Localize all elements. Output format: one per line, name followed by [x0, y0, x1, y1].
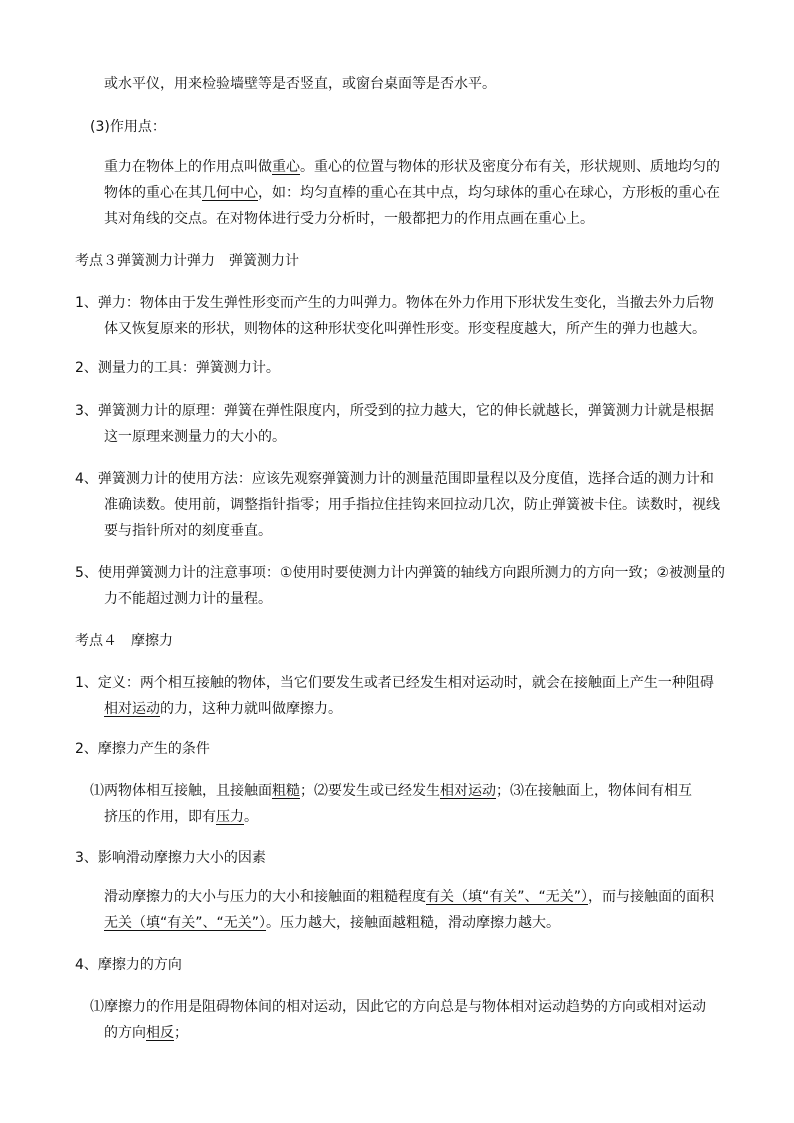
text-line — [104, 913, 560, 933]
text-line: 准确读数。使用前，调整指针指零；用手指拉住挂钩来回拉动几次，防止弹簧被卡住。读数时，视线 — [104, 497, 720, 513]
text-line — [104, 157, 720, 177]
text-line: 2、测量力的工具：弹簧测力计。 — [75, 360, 280, 376]
answer-blank: 几何中心 — [202, 185, 258, 201]
text-span: 重力在物体上的作用点叫做 — [104, 159, 272, 175]
text-line: 这一原理来测量力的大小的。 — [104, 429, 286, 445]
subheading-point-of-action: (3)作用点： — [90, 119, 166, 135]
text-line: 要与指针所对的刻度垂直。 — [104, 523, 272, 539]
text-line — [104, 1023, 188, 1043]
text-span: 的力，这种力就叫做摩擦力。 — [160, 701, 342, 717]
text-line: 力不能超过测力计的量程。 — [104, 591, 272, 607]
text-line: 或水平仪，用来检验墙壁等是否竖直，或窗台桌面等是否水平。 — [104, 76, 496, 92]
answer-blank: 重心 — [272, 159, 300, 175]
text-span: 物体的重心在其 — [104, 185, 202, 201]
text-line: 3、弹簧测力计的原理：弹簧在弹性限度内，所受到的拉力越大，它的伸长就越长，弹簧测力计就是根据 — [75, 403, 714, 419]
text-line: 4、弹簧测力计的使用方法：应该先观察弹簧测力计的测量范围即量程以及分度值，选择合适的测力计和 — [75, 471, 714, 487]
text-line: 4、摩擦力的方向 — [75, 957, 182, 973]
text-line: 1、弹力：物体由于发生弹性形变而产生的力叫弹力。物体在外力作用下形状发生变化，当撤去外力后物 — [75, 295, 714, 311]
text-span: ；⑵要发生或已经发生 — [300, 783, 440, 799]
section-heading-friction: 考点４ 摩擦力 — [75, 633, 173, 649]
text-span: 。重心的位置与物体的形状及密度分布有关，形状规则、质地均匀的 — [300, 159, 720, 175]
text-span: 挤压的作用，即有 — [104, 809, 216, 825]
text-line: 3、影响滑动摩擦力大小的因素 — [75, 850, 266, 866]
text-span: 。 — [244, 809, 258, 825]
text-line: ⑴摩擦力的作用是阻碍物体间的相对运动，因此它的方向总是与物体相对运动趋势的方向或相对运动 — [90, 999, 706, 1015]
text-line: 1、定义：两个相互接触的物体，当它们要发生或者已经发生相对运动时，就会在接触面上产生一种阻碍 — [75, 675, 714, 691]
text-span: 的方向 — [104, 1025, 146, 1041]
text-line: 2、摩擦力产生的条件 — [75, 741, 210, 757]
answer-blank: 相对运动 — [440, 783, 496, 799]
text-span: ，如：均匀直棒的重心在其中点，均匀球体的重心在球心，方形板的重心在 — [258, 185, 720, 201]
answer-blank: 粗糙 — [272, 783, 300, 799]
answer-blank: 相反 — [146, 1025, 174, 1041]
text-line — [90, 781, 692, 801]
text-line: 体又恢复原来的形状，则物体的这种形状变化叫弹性形变。形变程度越大，所产生的弹力也越大。 — [104, 321, 706, 337]
text-line — [104, 807, 258, 827]
section-heading-spring-scale: 考点３弹簧测力计弹力 弹簧测力计 — [75, 253, 299, 269]
text-line — [104, 183, 720, 203]
text-span: ，而与接触面的面积 — [588, 889, 715, 905]
text-line: 5、使用弹簧测力计的注意事项：①使用时要使测力计内弹簧的轴线方向跟所测力的方向一致；②被测量的 — [75, 565, 726, 581]
answer-blank: 相对运动 — [104, 701, 160, 717]
answer-blank: 压力 — [216, 809, 244, 825]
text-span: 。压力越大，接触面越粗糙，滑动摩擦力越大。 — [266, 915, 561, 931]
text-span: ；⑶在接触面上，物体间有相互 — [496, 783, 692, 799]
text-span: ； — [174, 1025, 188, 1041]
text-line — [104, 887, 714, 907]
text-span: ⑴两物体相互接触，且接触面 — [90, 783, 272, 799]
text-line: 其对角线的交点。在对物体进行受力分析时，一般都把力的作用点画在重心上。 — [104, 211, 594, 227]
answer-blank: 有关（填“有关”、“无关”） — [426, 889, 589, 905]
text-line — [104, 699, 342, 719]
text-span: 滑动摩擦力的大小与压力的大小和接触面的粗糙程度 — [104, 889, 426, 905]
answer-blank: 无关（填“有关”、“无关”） — [104, 915, 267, 931]
